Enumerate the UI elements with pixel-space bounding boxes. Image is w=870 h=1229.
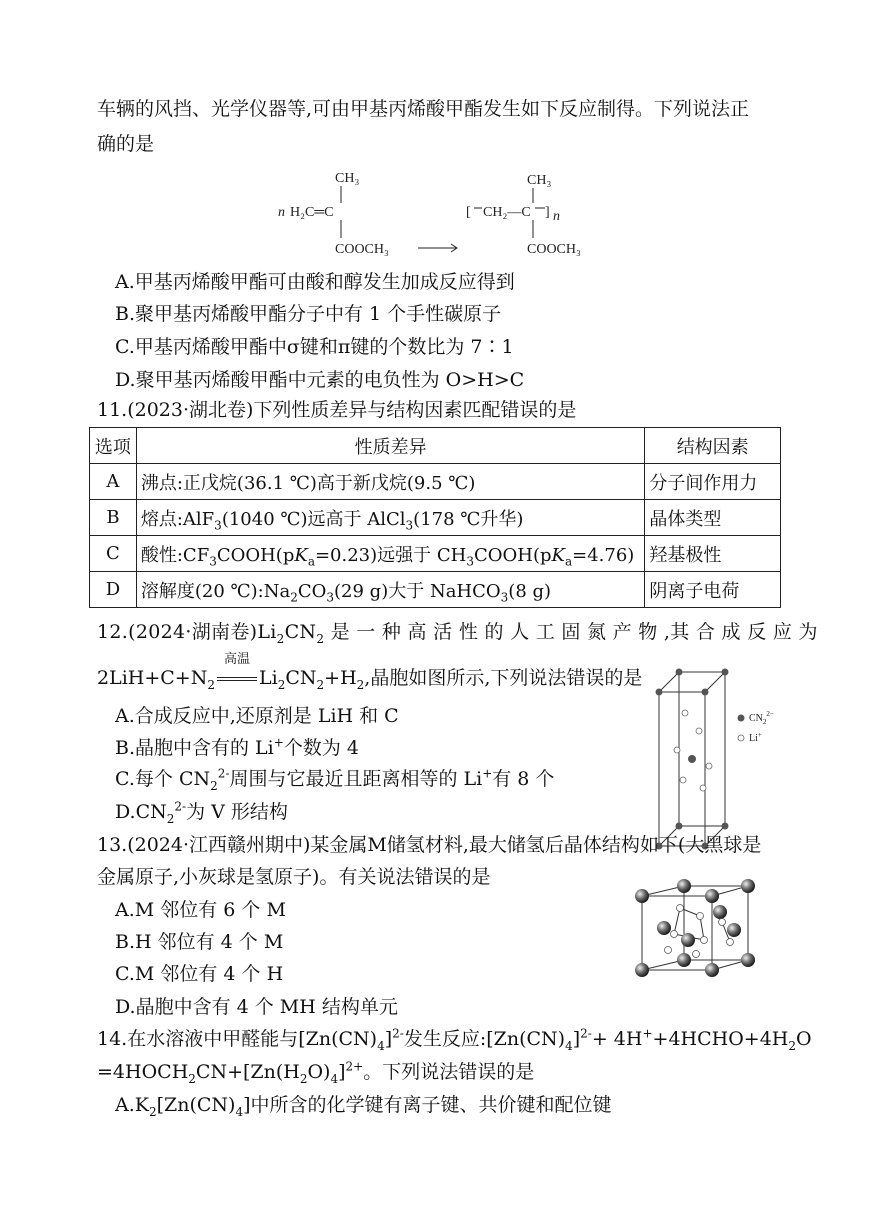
row-difference: 熔点:AlF$_3$(1040 ℃)远高于 AlCl$_3$(178 ℃升华) [136, 500, 645, 536]
monomer-coefficient: n [278, 205, 285, 220]
table-row [90, 572, 781, 608]
q12-equation: $2LiH+C+N_2$ 高温 $Li_2CN_2+H_2$,晶胞如图所示,下列说法错误的是 [97, 666, 787, 690]
q14-stem-line1: 14.在水溶液中甲醛能与$[Zn(CN)_4]^{2-}$发生反应$:[Zn(CN)_4]^{2-}+$ $4H^++4HCHO+4H_2O$ [97, 1026, 812, 1053]
row-option: C [90, 536, 137, 572]
q13-option-d: D.晶胞中含有 4 个 MH 结构单元 [115, 996, 398, 1018]
row-structure: 羟基极性 [645, 536, 781, 572]
table-row [90, 500, 781, 536]
polymer-ester: COOCH₃ [527, 242, 581, 257]
row-option: B [90, 500, 137, 536]
q10-stem-line2: 确的是 [97, 133, 155, 155]
legend-cn2-label: $CN_2^{2-}$ [749, 710, 774, 726]
q12-option-d: $D.CN_2^{2-}$为 V 形结构 [115, 799, 288, 826]
q10-option-c: C.甲基丙烯酸甲酯中σ键和π键的个数比为 7∶1 [115, 336, 514, 358]
monomer-methyl: CH₃ [335, 171, 360, 186]
cn2-center-particle [688, 755, 696, 763]
row-structure: 阴离子电荷 [645, 572, 781, 608]
header-structural-factor: 结构因素 [645, 428, 781, 464]
metal-hydride-crystal-diagram [628, 870, 776, 982]
cell-back-face [679, 672, 725, 826]
header-property-difference: 性质差异 [136, 428, 645, 464]
li2cn2-unit-cell-diagram [655, 668, 780, 856]
row-option: D [90, 572, 137, 608]
q12-option-c: C.每个 $CN_2^{2-}$周围与它最近且距离相等的 Li+有 8 个 [115, 766, 555, 793]
q12-option-a: A.合成反应中,还原剂是 LiH 和 C [115, 705, 399, 727]
legend-li-marker [738, 735, 744, 741]
legend-li-label: Li+ [749, 731, 762, 744]
q13-stem-line1: 13.(2024·江西赣州期中)某金属M储氢材料,最大储氢后晶体结构如下(大黑球是 [97, 834, 762, 856]
polymer-methyl: CH₃ [527, 173, 552, 188]
q10-option-b: B.聚甲基丙烯酸甲酯分子中有 1 个手性碳原子 [115, 303, 502, 325]
row-option: A [90, 464, 137, 500]
monomer-ester: COOCH₃ [335, 242, 389, 257]
row-difference: 溶解度(20 $℃):Na_2CO_3(29$ g)大于 NaHCO$_3$(8 g) [136, 572, 645, 608]
q14-option-a: $A.K_2[Zn(CN)_4]$中所含的化学键有离子键、共价键和配位键 [115, 1094, 612, 1119]
header-option: 选项 [90, 428, 137, 464]
polymer-subscript-n: n [553, 209, 560, 224]
polymer-bracket-right: ] [545, 205, 550, 220]
row-structure: 晶体类型 [645, 500, 781, 536]
q12-option-b: B.晶胞中含有的 Li+个数为 4 [115, 735, 359, 759]
table-header-row [90, 428, 781, 464]
row-structure: 分子间作用力 [645, 464, 781, 500]
q14-stem-line2: $=4HOCH_2CN+[Zn(H_2O)_4]^{2+}$。下列说法错误的是 [97, 1059, 535, 1086]
q13-option-c: C.M 邻位有 4 个 H [115, 963, 284, 985]
q10-option-d: D.聚甲基丙烯酸甲酯中元素的电负性为 O>H>C [115, 369, 525, 391]
table-row [90, 464, 781, 500]
q13-stem-line2: 金属原子,小灰球是氢原子)。有关说法错误的是 [97, 866, 491, 888]
q11-property-table [89, 427, 781, 608]
cell-front-face [659, 692, 705, 846]
row-difference: 酸性$:CF_3COOH(pK_a=0.23)$远强于 $CH_3COOH(pK_a=4.76)$ [136, 536, 645, 572]
q10-stem-line1: 车辆的风挡、光学仪器等,可由甲基丙烯酸甲酯发生如下反应制得。下列说法正 [97, 98, 750, 120]
legend-cn2-marker [738, 715, 745, 722]
q13-option-b: B.H 邻位有 4 个 M [115, 931, 284, 953]
monomer-backbone: H₂C═C [290, 205, 334, 220]
q12-stem-line1: 12.(2024·湖南卷)$Li_2CN_2$ 是 一 种 高 活 性 的 人 工 固 氮 产 物 ,其 合 成 反 应 为 [97, 621, 818, 646]
q10-option-a: A.甲基丙烯酸甲酯可由酸和醇发生加成反应得到 [115, 271, 515, 293]
row-difference: 沸点:正戊烷(36.1 ℃)高于新戊烷(9.5 ℃) [136, 464, 645, 500]
polymer-bracket-left: [ [466, 205, 471, 220]
table-row [90, 536, 781, 572]
q13-option-a: A.M 邻位有 6 个 M [115, 899, 286, 921]
condition-label: 高温 [223, 652, 250, 667]
polymer-backbone: CH₂—C [483, 205, 531, 220]
q11-stem: 11.(2023·湖北卷)下列性质差异与结构因素匹配错误的是 [97, 399, 577, 421]
condition-arrow [215, 652, 259, 690]
polymerization-reaction-diagram [270, 158, 610, 268]
